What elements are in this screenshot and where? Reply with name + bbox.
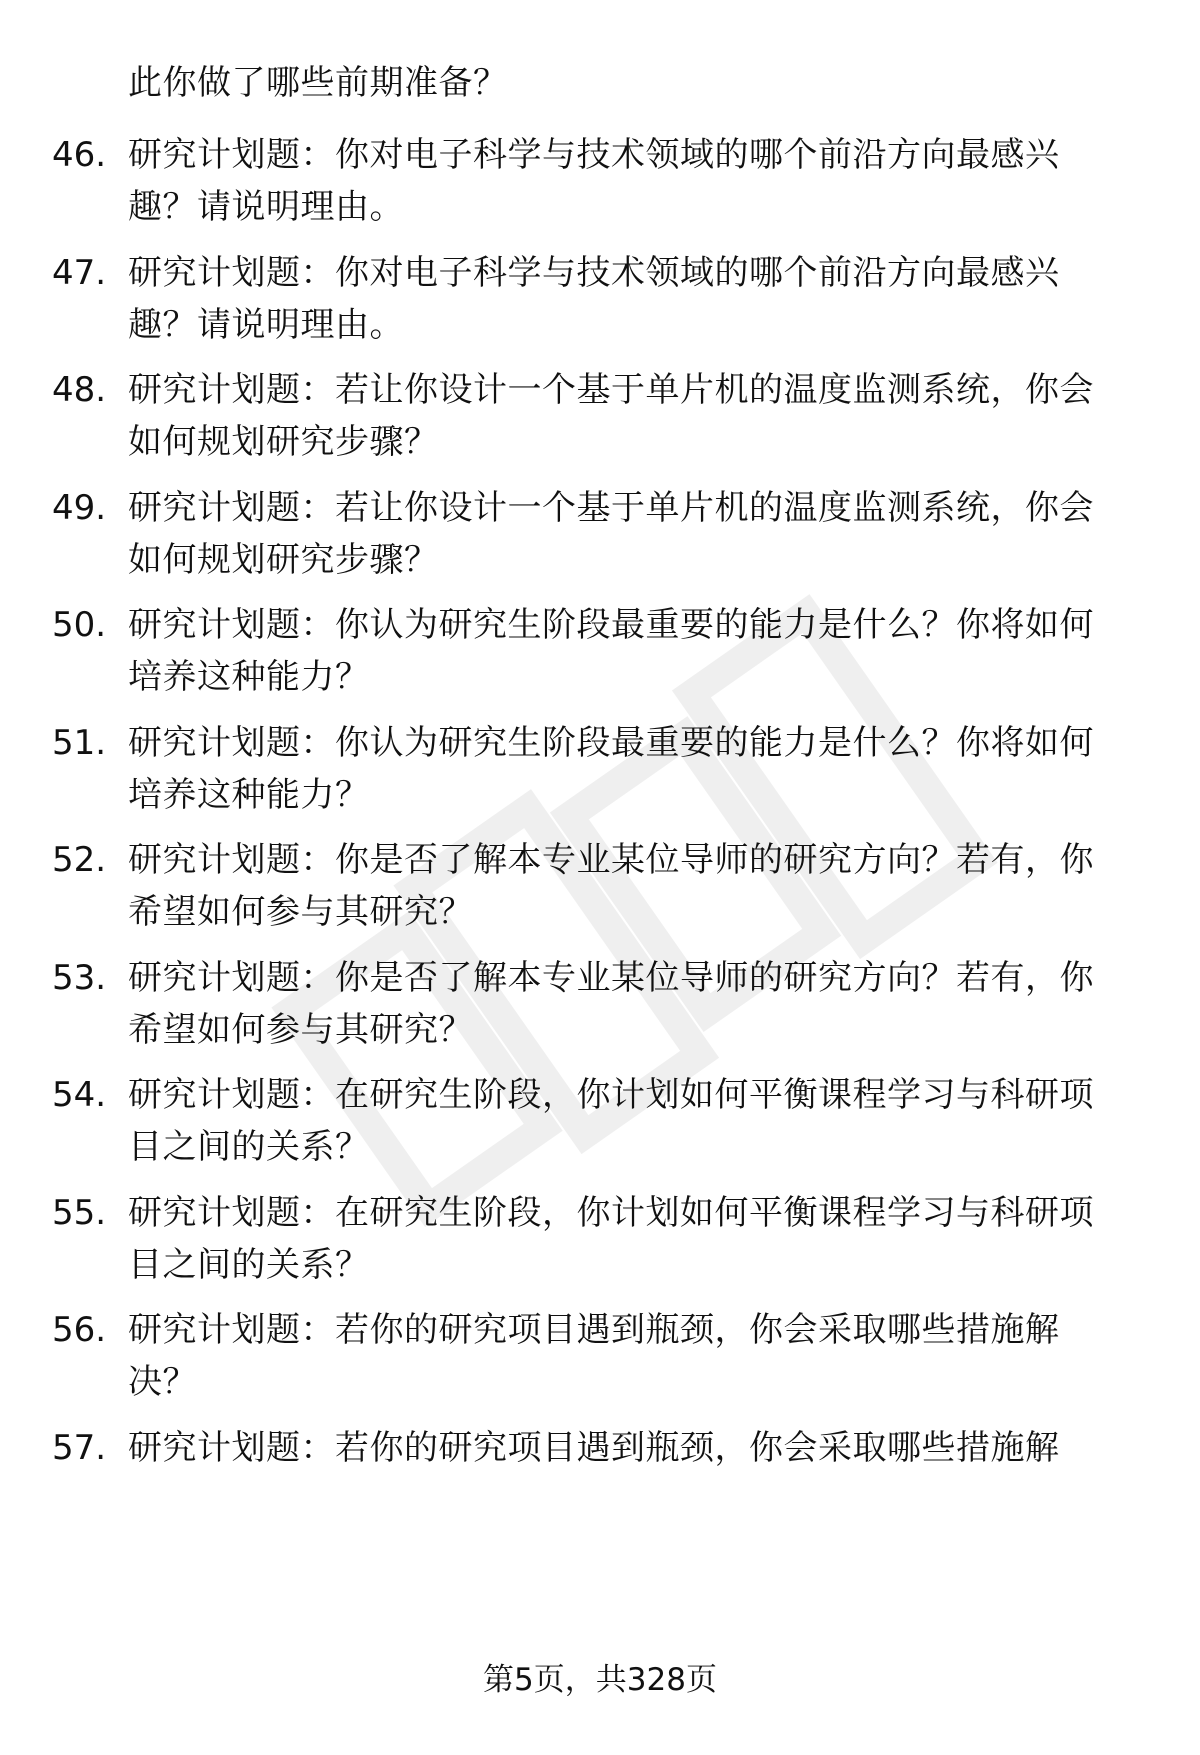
question-text-line-1: 研究计划题：若让你设计一个基于单片机的温度监测系统，你会: [128, 488, 1094, 528]
question-number: 53.: [52, 958, 107, 998]
question-text-line-1: 研究计划题：在研究生阶段，你计划如何平衡课程学习与科研项: [128, 1193, 1094, 1233]
question-number: 46.: [52, 135, 107, 175]
question-text-line-2: 培养这种能力？: [128, 775, 370, 815]
question-text-line-1: 研究计划题：在研究生阶段，你计划如何平衡课程学习与科研项: [128, 1075, 1094, 1115]
question-text-line-1: 研究计划题：你是否了解本专业某位导师的研究方向？若有，你: [128, 958, 1094, 998]
question-text-line-1: 研究计划题：若让你设计一个基于单片机的温度监测系统，你会: [128, 370, 1094, 410]
continued-question-text: 此你做了哪些前期准备？: [128, 63, 508, 103]
question-number: 50.: [52, 605, 107, 645]
question-text-line-2: 希望如何参与其研究？: [128, 1010, 473, 1050]
question-number: 48.: [52, 370, 107, 410]
question-text-line-1: 研究计划题：若你的研究项目遇到瓶颈，你会采取哪些措施解: [128, 1428, 1060, 1468]
question-text-line-2: 培养这种能力？: [128, 657, 370, 697]
question-number: 55.: [52, 1193, 107, 1233]
question-number: 57.: [52, 1428, 107, 1468]
question-text-line-1: 研究计划题：你对电子科学与技术领域的哪个前沿方向最感兴: [128, 253, 1060, 293]
page-number-footer: 第5页，共328页: [483, 1662, 717, 1698]
question-text-line-1: 研究计划题：你对电子科学与技术领域的哪个前沿方向最感兴: [128, 135, 1060, 175]
question-text-line-2: 趣？请说明理由。: [128, 305, 404, 345]
question-text-line-2: 目之间的关系？: [128, 1127, 370, 1167]
question-text-line-2: 如何规划研究步骤？: [128, 540, 439, 580]
question-text-line-2: 趣？请说明理由。: [128, 187, 404, 227]
question-number: 56.: [52, 1310, 107, 1350]
question-text-line-1: 研究计划题：你认为研究生阶段最重要的能力是什么？你将如何: [128, 605, 1094, 645]
question-text-line-2: 如何规划研究步骤？: [128, 422, 439, 462]
question-number: 49.: [52, 488, 107, 528]
question-text-line-1: 研究计划题：你认为研究生阶段最重要的能力是什么？你将如何: [128, 723, 1094, 763]
question-number: 51.: [52, 723, 107, 763]
question-text-line-2: 目之间的关系？: [128, 1245, 370, 1285]
question-text-line-1: 研究计划题：你是否了解本专业某位导师的研究方向？若有，你: [128, 840, 1094, 880]
question-number: 52.: [52, 840, 107, 880]
question-number: 47.: [52, 253, 107, 293]
question-text-line-2: 希望如何参与其研究？: [128, 892, 473, 932]
question-number: 54.: [52, 1075, 107, 1115]
question-text-line-2: 决？: [128, 1362, 197, 1402]
question-text-line-1: 研究计划题：若你的研究项目遇到瓶颈，你会采取哪些措施解: [128, 1310, 1060, 1350]
